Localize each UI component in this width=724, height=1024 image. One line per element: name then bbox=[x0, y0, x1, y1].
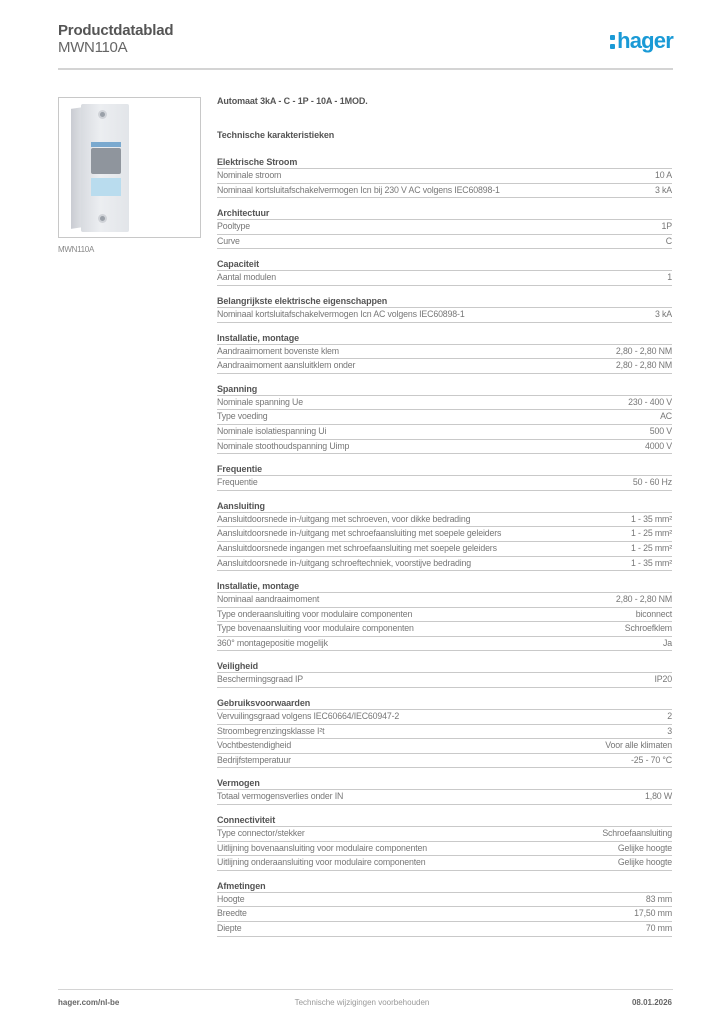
spec-row bbox=[217, 893, 672, 908]
spec-label: 360° montagepositie mogelijk bbox=[217, 637, 328, 648]
tech-heading: Technische karakteristieken bbox=[217, 130, 335, 140]
spec-row bbox=[217, 754, 672, 769]
spec-label: Type voeding bbox=[217, 411, 268, 422]
spec-section bbox=[217, 500, 672, 571]
spec-value: 2,80 - 2,80 NM bbox=[615, 345, 672, 356]
spec-value: 1 - 25 mm² bbox=[630, 528, 672, 539]
spec-value: Voor alle klimaten bbox=[605, 740, 672, 751]
spec-label: Aansluitdoorsnede ingangen met schroefaansluiting met soepele geleiders bbox=[217, 542, 497, 553]
footer-divider bbox=[58, 989, 673, 990]
logo-text: hager bbox=[617, 28, 673, 53]
spec-row bbox=[217, 725, 672, 740]
spec-label: Stroombegrenzingsklasse I²t bbox=[217, 725, 325, 736]
spec-label: Aandraaimoment aansluitklem onder bbox=[217, 360, 356, 371]
spec-label: Uitlijning onderaansluiting voor modulaire componenten bbox=[217, 857, 426, 868]
spec-row bbox=[217, 608, 672, 623]
logo-colon-icon bbox=[610, 35, 615, 49]
spec-row bbox=[217, 345, 672, 360]
spec-value: 230 - 400 V bbox=[628, 396, 672, 407]
spec-value: 1 - 25 mm² bbox=[630, 542, 672, 553]
spec-label: Nominaal aandraaimoment bbox=[217, 594, 320, 605]
spec-row bbox=[217, 308, 672, 323]
spec-label: Nominaal kortsluitafschakelvermogen Icn bij 230 V AC volgens IEC60898-1 bbox=[217, 184, 500, 195]
spec-row bbox=[217, 410, 672, 425]
spec-row bbox=[217, 235, 672, 250]
footer-website[interactable]: hager.com/nl-be bbox=[58, 998, 120, 1007]
product-name: Automaat 3kA - C - 1P - 10A - 1MOD. bbox=[217, 96, 368, 106]
spec-value: IP20 bbox=[654, 674, 672, 685]
spec-value: Gelijke hoogte bbox=[617, 842, 672, 853]
spec-sections bbox=[217, 156, 672, 937]
spec-row bbox=[217, 169, 672, 184]
spec-row bbox=[217, 527, 672, 542]
section-title: Vermogen bbox=[217, 777, 672, 790]
spec-section bbox=[217, 880, 672, 937]
document-title: Productdatablad bbox=[58, 22, 174, 39]
spec-content bbox=[217, 96, 672, 946]
spec-row bbox=[217, 827, 672, 842]
spec-value: 1 bbox=[667, 272, 672, 283]
spec-value: -25 - 70 °C bbox=[631, 754, 672, 765]
spec-row bbox=[217, 184, 672, 199]
section-title: Spanning bbox=[217, 383, 672, 396]
spec-value: 1 - 35 mm² bbox=[630, 513, 672, 524]
spec-value: Ja bbox=[663, 637, 672, 648]
spec-label: Bedrijfstemperatuur bbox=[217, 754, 291, 765]
spec-section bbox=[217, 207, 672, 249]
spec-value: Gelijke hoogte bbox=[617, 857, 672, 868]
spec-label: Aansluitdoorsnede in-/uitgang met schroeven, voor dikke bedrading bbox=[217, 513, 471, 524]
spec-section bbox=[217, 777, 672, 805]
hager-logo bbox=[610, 28, 673, 54]
spec-value: Schroefaansluiting bbox=[602, 828, 672, 839]
spec-row bbox=[217, 842, 672, 857]
spec-label: Nominale spanning Ue bbox=[217, 396, 303, 407]
spec-section bbox=[217, 156, 672, 198]
spec-label: Aansluitdoorsnede in-/uitgang schroeftechniek, voorstijve bedrading bbox=[217, 557, 472, 568]
spec-row bbox=[217, 922, 672, 937]
spec-value: 1 - 35 mm² bbox=[630, 557, 672, 568]
section-title: Aansluiting bbox=[217, 500, 672, 513]
spec-label: Vervuilingsgraad volgens IEC60664/IEC60947-2 bbox=[217, 711, 400, 722]
section-title: Installatie, montage bbox=[217, 332, 672, 345]
spec-row bbox=[217, 739, 672, 754]
spec-label: Nominale stoothoudspanning Uimp bbox=[217, 440, 350, 451]
spec-value: biconnect bbox=[635, 608, 672, 619]
spec-value: 500 V bbox=[649, 425, 672, 436]
spec-value: 3 bbox=[667, 725, 672, 736]
spec-row bbox=[217, 557, 672, 572]
spec-row bbox=[217, 637, 672, 652]
spec-section bbox=[217, 697, 672, 768]
spec-row bbox=[217, 856, 672, 871]
spec-row bbox=[217, 359, 672, 374]
spec-value: 3 kA bbox=[654, 308, 672, 319]
spec-value: AC bbox=[660, 411, 672, 422]
spec-value: 83 mm bbox=[645, 893, 672, 904]
spec-label: Nominaal kortsluitafschakelvermogen Icn AC volgens IEC60898-1 bbox=[217, 308, 465, 319]
spec-label: Aansluitdoorsnede in-/uitgang met schroefaansluiting met soepele geleiders bbox=[217, 528, 502, 539]
spec-row bbox=[217, 425, 672, 440]
spec-label: Diepte bbox=[217, 923, 242, 933]
spec-label: Frequentie bbox=[217, 477, 258, 488]
product-code: MWN110A bbox=[58, 39, 128, 56]
spec-value: 2,80 - 2,80 NM bbox=[615, 594, 672, 605]
spec-label: Pooltype bbox=[217, 221, 251, 232]
circuit-breaker-icon bbox=[67, 104, 135, 232]
spec-label: Beschermingsgraad IP bbox=[217, 674, 303, 685]
spec-row bbox=[217, 440, 672, 455]
spec-section bbox=[217, 580, 672, 651]
header-divider bbox=[58, 68, 673, 70]
spec-row bbox=[217, 271, 672, 286]
section-title: Veiligheid bbox=[217, 660, 672, 673]
spec-label: Breedte bbox=[217, 908, 247, 919]
section-title: Frequentie bbox=[217, 463, 672, 476]
spec-label: Nominale isolatiespanning Ui bbox=[217, 425, 327, 436]
spec-row bbox=[217, 907, 672, 922]
spec-row bbox=[217, 220, 672, 235]
section-title: Afmetingen bbox=[217, 880, 672, 893]
spec-row bbox=[217, 790, 672, 805]
section-title: Elektrische Stroom bbox=[217, 156, 672, 169]
document-header bbox=[58, 22, 673, 70]
spec-row bbox=[217, 622, 672, 637]
spec-value: 2,80 - 2,80 NM bbox=[615, 360, 672, 371]
section-title: Gebruiksvoorwaarden bbox=[217, 697, 672, 710]
spec-label: Type bovenaansluiting voor modulaire componenten bbox=[217, 623, 414, 634]
spec-label: Aantal modulen bbox=[217, 272, 277, 283]
spec-value: 3 kA bbox=[654, 184, 672, 195]
spec-section bbox=[217, 332, 672, 374]
spec-value: 70 mm bbox=[645, 923, 672, 933]
spec-value: 1,80 W bbox=[645, 791, 672, 802]
spec-section bbox=[217, 295, 672, 323]
spec-row bbox=[217, 476, 672, 491]
spec-value: 10 A bbox=[654, 170, 672, 180]
spec-value: 50 - 60 Hz bbox=[632, 477, 672, 488]
spec-row bbox=[217, 542, 672, 557]
spec-label: Curve bbox=[217, 235, 240, 246]
spec-row bbox=[217, 513, 672, 528]
spec-value: 4000 V bbox=[645, 440, 672, 451]
image-caption: MWN110A bbox=[58, 245, 94, 254]
spec-label: Totaal vermogensverlies onder IN bbox=[217, 791, 344, 802]
spec-label: Hoogte bbox=[217, 893, 245, 904]
spec-section bbox=[217, 383, 672, 454]
spec-row bbox=[217, 710, 672, 725]
spec-label: Uitlijning bovenaansluiting voor modulaire componenten bbox=[217, 842, 428, 853]
footer-date: 08.01.2026 bbox=[631, 998, 672, 1007]
section-title: Capaciteit bbox=[217, 258, 672, 271]
spec-section bbox=[217, 814, 672, 871]
spec-value: 17,50 mm bbox=[634, 908, 672, 919]
footer-disclaimer: Technische wijzigingen voorbehouden bbox=[294, 998, 430, 1007]
spec-value: Schroefklem bbox=[624, 623, 672, 634]
spec-value: C bbox=[665, 235, 672, 246]
spec-row bbox=[217, 673, 672, 688]
product-image bbox=[58, 97, 201, 238]
section-title: Connectiviteit bbox=[217, 814, 672, 827]
spec-label: Aandraaimoment bovenste klem bbox=[217, 345, 339, 356]
spec-row bbox=[217, 593, 672, 608]
spec-section bbox=[217, 258, 672, 286]
spec-value: 1P bbox=[661, 221, 672, 232]
spec-label: Type onderaansluiting voor modulaire componenten bbox=[217, 608, 413, 619]
section-title: Installatie, montage bbox=[217, 580, 672, 593]
spec-section bbox=[217, 463, 672, 491]
section-title: Architectuur bbox=[217, 207, 672, 220]
spec-value: 2 bbox=[667, 711, 672, 722]
spec-row bbox=[217, 396, 672, 411]
spec-label: Type connector/stekker bbox=[217, 828, 305, 839]
spec-label: Vochtbestendigheid bbox=[217, 740, 292, 751]
spec-section bbox=[217, 660, 672, 688]
section-title: Belangrijkste elektrische eigenschappen bbox=[217, 295, 672, 308]
spec-label: Nominale stroom bbox=[217, 170, 282, 180]
